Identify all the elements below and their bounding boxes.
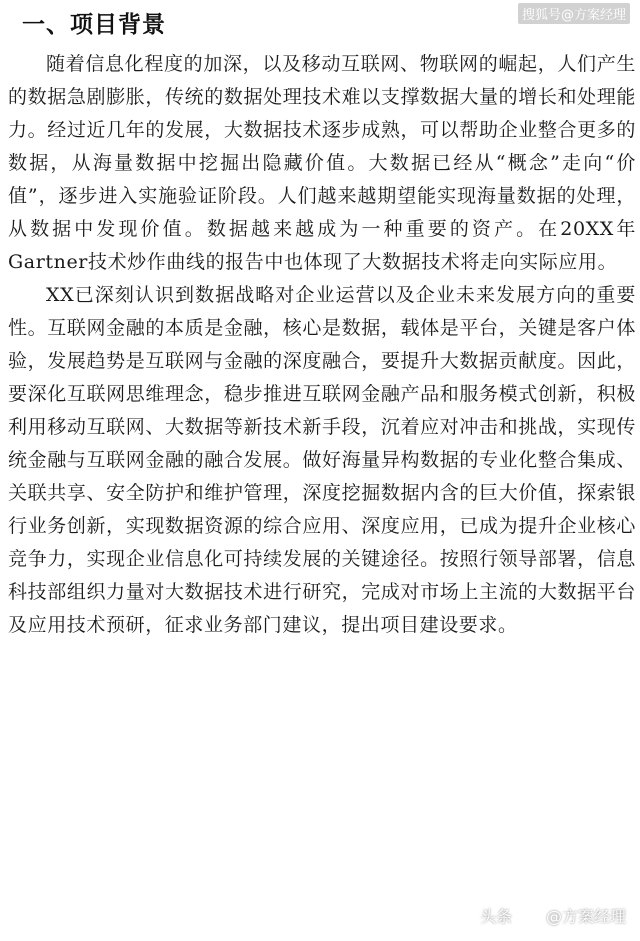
- section-heading: 一、项目背景: [22, 12, 166, 38]
- at-sign-icon: [518, 905, 540, 927]
- sohu-watermark: 搜狐号@方案经理: [518, 3, 630, 24]
- watermark-prefix: 头条: [479, 907, 512, 926]
- watermark-handle: @方案经理: [545, 907, 626, 926]
- document-body: [8, 48, 636, 642]
- toutiao-watermark: [480, 904, 626, 927]
- paragraph-background: 随着信息化程度的加深，以及移动互联网、物联网的崛起，人们产生的数据急剧膨胀，传统的数据处理技术难以支撑数据大量的增长和处理能力。经过近几年的发展，大数据技术逐步成熟，可以帮助企业整合更多的数据，从海量数据中挖掘出隐藏价值。大数据已经从“概念”走向“价值”，逐步进入实施验证阶段。人们越来越期望能实现海量数据的处理，从数据中发现价值。数据越来越成为一种重要的资产。在20XX年Gartner技术炒作曲线的报告中也体现了大数据技术将走向实际应用。: [8, 53, 636, 273]
- paragraph-strategy: XX已深刻认识到数据战略对企业运营以及企业未来发展方向的重要性。互联网金融的本质是金融，核心是数据，载体是平台，关键是客户体验，发展趋势是互联网与金融的深度融合，要提升大数据贡献度。因此，要深化互联网思维理念，稳步推进互联网金融产品和服务模式创新，积极利用移动互联网、大数据等新技术新手段，沉着应对冲击和挑战，实现传统金融与互联网金融的融合发展。做好海量异构数据的专业化整合集成、关联共享、安全防护和维护管理，深度挖掘数据内含的巨大价值，探索银行业务创新，实现数据资源的综合应用、深度应用，已成为提升企业核心竞争力，实现企业信息化可持续发展的关键途径。按照行领导部署，信息科技部组织力量对大数据技术进行研究，完成对市场上主流的大数据平台及应用技术预研，征求业务部门建议，提出项目建设要求。: [8, 284, 636, 636]
